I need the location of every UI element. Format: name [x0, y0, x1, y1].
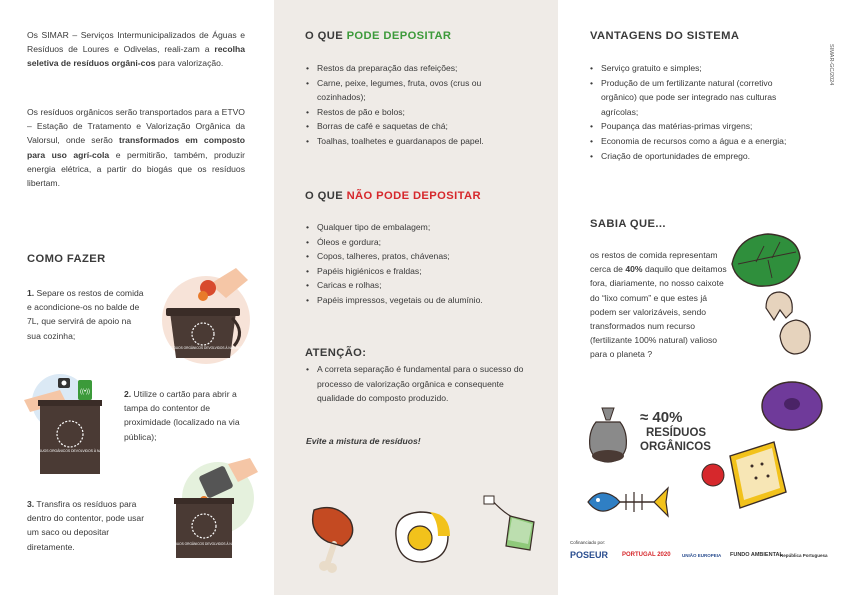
- nao-pode-title: [305, 190, 481, 202]
- logo-eu: UNIÃO EUROPEIA: [682, 553, 722, 558]
- panel-middle: [274, 0, 558, 595]
- logo-portugal-2020: PORTUGAL 2020: [622, 552, 671, 558]
- list-item: • Criação de oportunidades de emprego.: [590, 149, 802, 164]
- list-item: • Papéis higiénicos e fraldas;: [306, 264, 528, 279]
- bag-container-illustration: [158, 458, 262, 568]
- intro2-text: Os resíduos orgânicos serão transportados para a ETVO – Estação de Tratamento e Valorização Orgânica da Valorsul, onde serão: [27, 107, 245, 146]
- red-apple-core-icon: [698, 460, 728, 490]
- card-container-illustration: [20, 372, 120, 482]
- list-item: • Caricas e rolhas;: [306, 278, 528, 293]
- list-item: • Qualquer tipo de embalagem;: [306, 220, 528, 235]
- evite-note: Evite a mistura de resíduos!: [306, 436, 421, 446]
- forty-percent-value: ≈ 40%: [640, 409, 683, 426]
- step-1: [27, 286, 147, 343]
- list-item: • Copos, talheres, pratos, chávenas;: [306, 249, 528, 264]
- list-item: • Serviço gratuito e simples;: [590, 61, 802, 76]
- pode-list: [306, 61, 528, 149]
- step-3-number: 3.: [27, 499, 35, 509]
- sabia-pct: 40%: [625, 264, 643, 275]
- logo-fundo-ambiental: FUNDO AMBIENTAL: [730, 552, 783, 558]
- logo-poseur: POSEUR: [570, 550, 609, 560]
- step-2-text: Utilize o cartão para abrir a tampa do contentor de proximidade (localizado na via pública);: [124, 389, 240, 442]
- list-item: • Carne, peixe, legumes, fruta, ovos (crus ou cozinhados);: [306, 76, 528, 105]
- kitchen-bucket-illustration: [148, 262, 258, 372]
- list-item: • Economia de recursos como a água e a energia;: [590, 134, 802, 149]
- como-fazer-title: COMO FAZER: [27, 253, 106, 265]
- fish-bone-icon: [582, 478, 674, 526]
- nao-pode-list: [306, 220, 528, 308]
- container3-label: OS RESÍDUOS ORGÂNICOS DEVOLVIDOS À NATUREZA: [161, 542, 247, 546]
- nao-title-b: NÃO PODE DEPOSITAR: [346, 190, 481, 202]
- intro-paragraph-2: [27, 105, 245, 190]
- egg-icon: [390, 506, 454, 568]
- vantagens-title: VANTAGENS DO SISTEMA: [590, 30, 740, 42]
- forty-percent-block: [640, 410, 711, 454]
- bucket-label: OS RESÍDUOS ORGÂNICOS DEVOLVIDOS À NATUREZA: [160, 346, 246, 350]
- eggshell-icon: [756, 288, 816, 360]
- list-item: • Toalhas, toalhetes e guardanapos de papel.: [306, 134, 528, 149]
- sabia-text-a: os restos de comida representam cerca de: [590, 250, 718, 275]
- forty-percent-label-1: RESÍDUOS: [646, 427, 707, 439]
- step-2-number: 2.: [124, 389, 132, 399]
- logo-republica: República Portuguesa: [780, 553, 828, 558]
- leaf-icon: [728, 228, 804, 292]
- panel-left: [0, 0, 274, 595]
- intro2-bold: transformados em composto para uso agrí-cola: [27, 135, 245, 160]
- intro-paragraph-1: [27, 28, 245, 71]
- tea-bag-icon: [480, 494, 544, 564]
- forty-percent-label-2: ORGÂNICOS: [640, 441, 711, 453]
- list-item: • Restos da preparação das refeições;: [306, 61, 528, 76]
- intro-bold: recolha seletiva de resíduos orgâni-cos: [27, 44, 245, 69]
- step-3-text: Transfira os resíduos para dentro do contentor, pode usar um saco ou depositar diretamente.: [27, 499, 145, 552]
- vantagens-list: [590, 61, 802, 163]
- atencao-list: [306, 362, 528, 406]
- step-1-text: Separe os restos de comida e acondicione-os no balde de 7L, que servirá de apoio na sua cozinha;: [27, 288, 144, 341]
- bread-icon: [722, 436, 794, 520]
- trash-bag-icon: [584, 404, 632, 466]
- intro-text: Os SIMAR – Serviços Intermunicipalizados de Águas e Resíduos de Loures e Odivelas, reali-zam a: [27, 30, 245, 55]
- pode-title-a: O QUE: [305, 30, 347, 42]
- list-item: • Papéis impressos, vegetais ou de alumínio.: [306, 293, 528, 308]
- cofinanced-label: Cofinanciado por:: [570, 540, 606, 545]
- list-item: • Produção de um fertilizante natural (corretivo orgânico) que pode ser integrado nas culturas agrícolas;: [590, 76, 802, 120]
- donut-icon: [756, 378, 826, 434]
- atencao-title: ATENÇÃO:: [305, 347, 367, 359]
- nao-title-a: O QUE: [305, 190, 347, 202]
- step-3: [27, 497, 157, 554]
- list-item: • Óleos e gordura;: [306, 235, 528, 250]
- list-item: • Poupança das matérias-primas virgens;: [590, 119, 802, 134]
- logos-strip: [570, 540, 830, 570]
- intro-text-end: para valorização.: [155, 58, 224, 69]
- chicken-leg-icon: [306, 502, 366, 578]
- list-item: • A correta separação é fundamental para o sucesso do processo de valorização orgânica e consequente qualidade do composto produzido.: [306, 362, 528, 406]
- sabia-text-c: daquilo que deitamos fora, diariamente, no nosso caixote do “lixo comum” e que estes já podem ser valorizáveis, sendo transformados num recurso (fertilizante 100% natural) valioso para o planeta ?: [590, 264, 727, 360]
- container-label: OS RESÍDUOS ORGÂNICOS DEVOLVIDOS À NATUREZA: [24, 449, 116, 453]
- sabia-text: [590, 248, 728, 362]
- step-2: [124, 387, 256, 444]
- sabia-title: SABIA QUE...: [590, 218, 666, 230]
- step-1-number: 1.: [27, 288, 35, 298]
- intro2-text-end: e permitirão, também, produzir energia elétrica, a partir do biogás que os resíduos libertam.: [27, 149, 245, 189]
- list-item: • Borras de café e saquetas de chá;: [306, 119, 528, 134]
- reference-code: SIMAR-GC/2024: [828, 44, 834, 86]
- list-item: • Restos de pão e bolos;: [306, 105, 528, 120]
- pode-title-b: PODE DEPOSITAR: [346, 30, 452, 42]
- panel-right: [558, 0, 842, 595]
- pode-title: [305, 30, 451, 42]
- svg-text:((•)): ((•)): [79, 389, 91, 395]
